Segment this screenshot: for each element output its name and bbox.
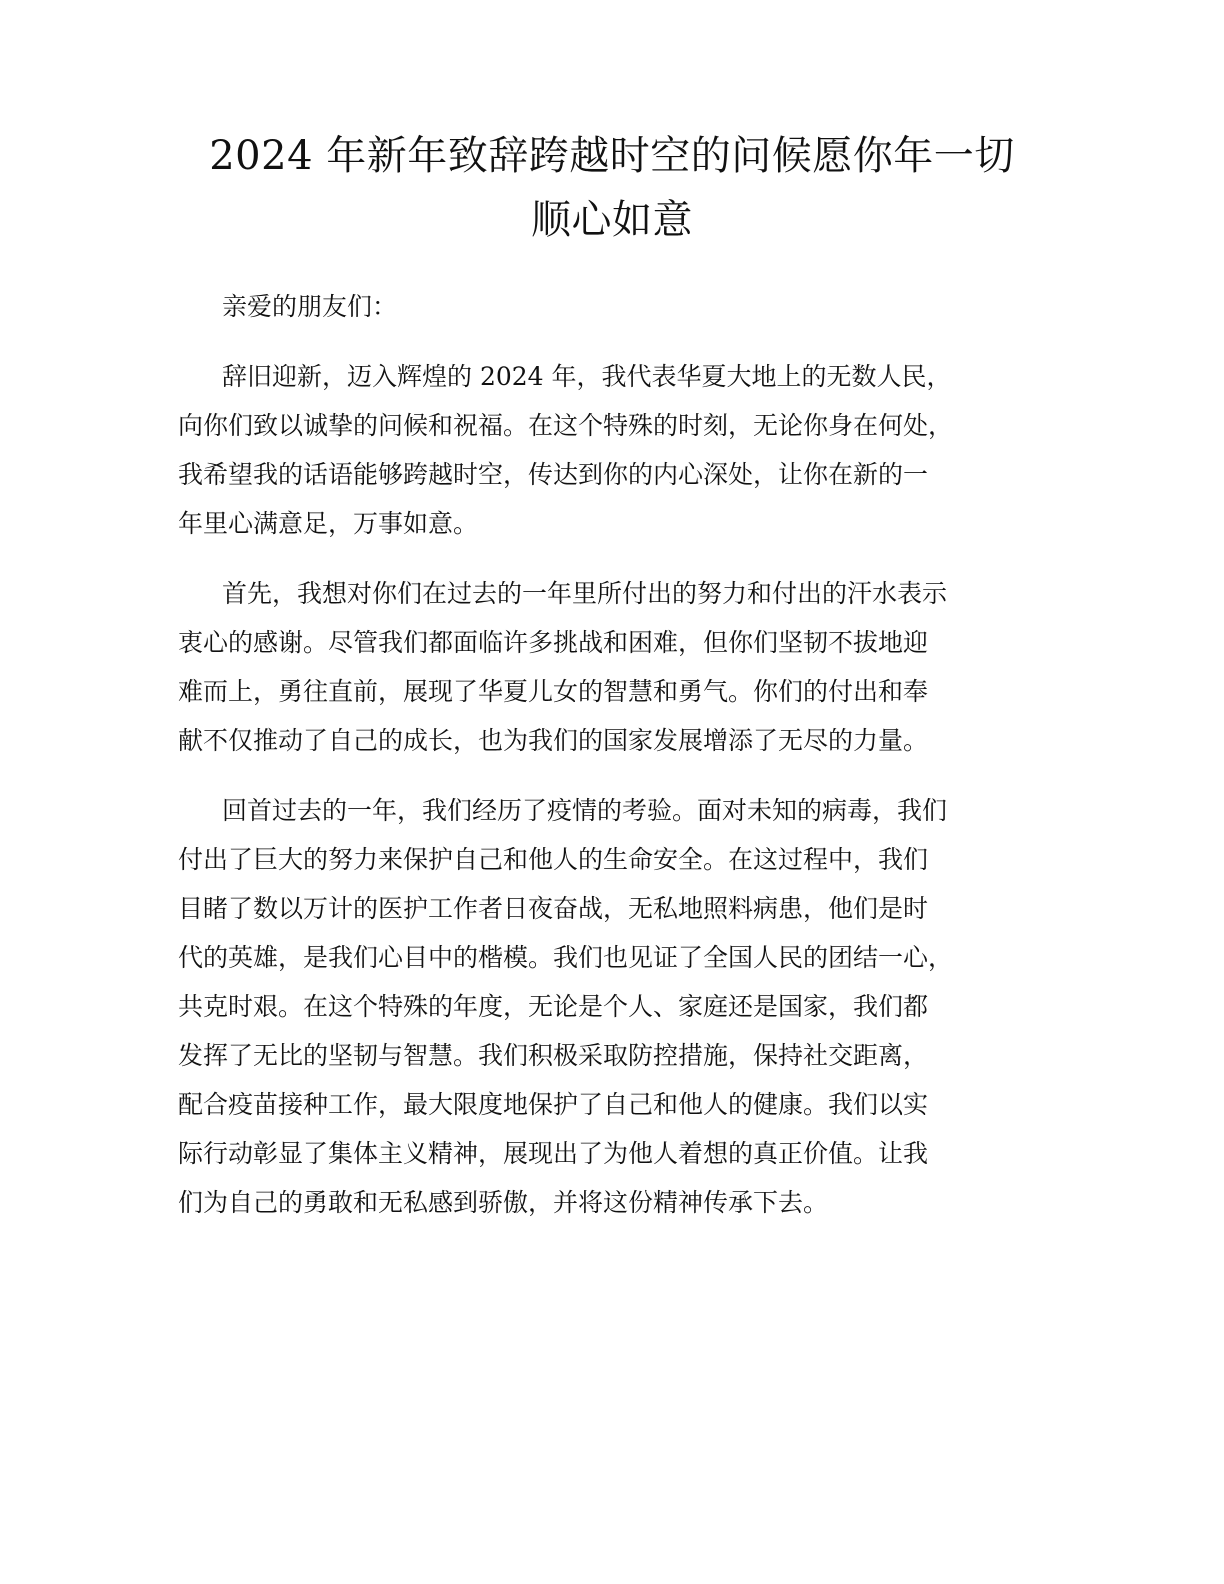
text-line: 献不仅推动了自己的成长，也为我们的国家发展增添了无尽的力量。 (178, 726, 929, 755)
text-line: 首先，我想对你们在过去的一年里所付出的努力和付出的汗水表示 (222, 579, 948, 608)
paragraph-thanks (178, 569, 1058, 765)
document-body (178, 282, 1058, 1248)
text-line: 年里心满意足，万事如意。 (178, 509, 479, 538)
text-line: 辞旧迎新，迈入辉煌的 2024 年，我代表华夏大地上的无数人民， (222, 362, 952, 391)
document-title (140, 124, 1084, 252)
text-line: 目睹了数以万计的医护工作者日夜奋战，无私地照料病患，他们是时 (178, 894, 929, 923)
text-line: 付出了巨大的努力来保护自己和他人的生命安全。在这过程中，我们 (178, 845, 929, 874)
text-line: 际行动彰显了集体主义精神，展现出了为他人着想的真正价值。让我 (178, 1139, 929, 1168)
text-line: 我希望我的话语能够跨越时空，传达到你的内心深处，让你在新的一 (178, 460, 929, 489)
text-line: 共克时艰。在这个特殊的年度，无论是个人、家庭还是国家，我们都 (178, 992, 929, 1021)
text-line: 代的英雄，是我们心目中的楷模。我们也见证了全国人民的团结一心， (178, 943, 954, 972)
paragraph-intro (178, 352, 1058, 548)
title-line: 2024 年新年致辞跨越时空的问候愿你年一切 (209, 133, 1015, 179)
text-line: 们为自己的勇敢和无私感到骄傲，并将这份精神传承下去。 (178, 1188, 829, 1217)
text-line: 亲爱的朋友们： (222, 292, 398, 321)
paragraph-greeting (178, 282, 1058, 331)
paragraph-review (178, 786, 1058, 1227)
text-line: 衷心的感谢。尽管我们都面临许多挑战和困难，但你们坚韧不拔地迎 (178, 628, 929, 657)
title-line: 顺心如意 (531, 197, 693, 243)
text-line: 配合疫苗接种工作，最大限度地保护了自己和他人的健康。我们以实 (178, 1090, 929, 1119)
text-line: 难而上，勇往直前，展现了华夏儿女的智慧和勇气。你们的付出和奉 (178, 677, 929, 706)
text-line: 发挥了无比的坚韧与智慧。我们积极采取防控措施，保持社交距离， (178, 1041, 929, 1070)
text-line: 回首过去的一年，我们经历了疫情的考验。面对未知的病毒，我们 (222, 796, 948, 825)
text-line: 向你们致以诚挚的问候和祝福。在这个特殊的时刻，无论你身在何处， (178, 411, 954, 440)
